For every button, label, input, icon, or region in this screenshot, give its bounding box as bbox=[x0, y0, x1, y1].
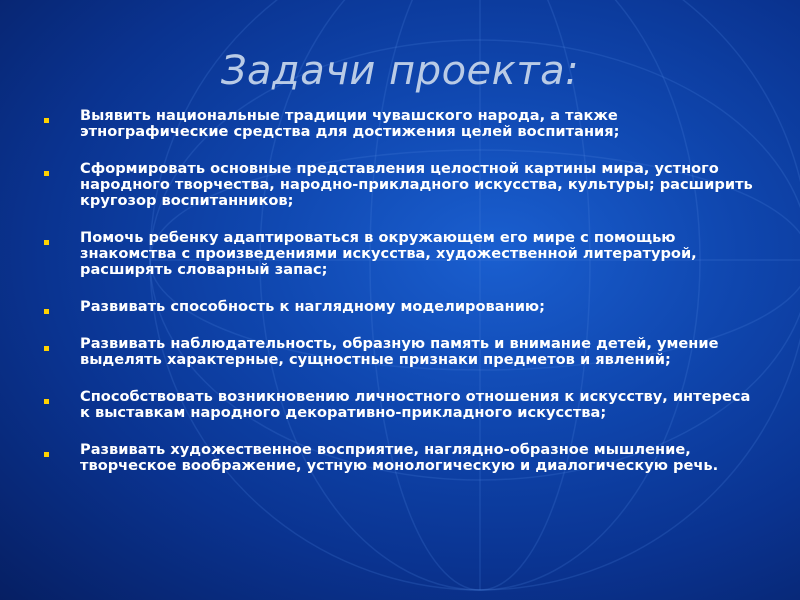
list-item-text: Развивать наблюдательность, образную память и внимание детей, умение выделять характерные, сущностные признаки предметов и явлений; bbox=[80, 335, 719, 368]
square-bullet-icon bbox=[44, 171, 49, 176]
list-item bbox=[44, 161, 764, 209]
square-bullet-icon bbox=[44, 399, 49, 404]
list-item bbox=[44, 108, 764, 140]
list-item bbox=[44, 299, 764, 315]
list-item-text: Сформировать основные представления целостной картины мира, устного народного творчества, народно-прикладного искусства, культуры; расширить кругозор воспитанников; bbox=[80, 160, 753, 209]
list-item-text: Развивать способность к наглядному моделированию; bbox=[80, 298, 545, 315]
list-item-text: Развивать художественное восприятие, наглядно-образное мышление, творческое воображение, устную монологическую и диалогическую речь. bbox=[80, 441, 719, 474]
square-bullet-icon bbox=[44, 118, 49, 123]
slide-title: Задачи проекта: bbox=[220, 48, 580, 94]
list-item bbox=[44, 389, 764, 421]
list-item-text: Выявить национальные традиции чувашского народа, а также этнографические средства для достижения целей воспитания; bbox=[80, 107, 620, 140]
square-bullet-icon bbox=[44, 309, 49, 314]
list-item-text: Помочь ребенку адаптироваться в окружающем его мире с помощью знакомства с произведениями искусства, художественной литературой, расширять словарный запас; bbox=[80, 229, 697, 278]
square-bullet-icon bbox=[44, 452, 49, 457]
list-item bbox=[44, 442, 764, 474]
list-item-text: Способствовать возникновению личностного отношения к искусству, интереса к выставкам народного декоративно-прикладного искусства; bbox=[80, 388, 751, 421]
list-item bbox=[44, 336, 764, 368]
square-bullet-icon bbox=[44, 346, 49, 351]
list-item bbox=[44, 230, 764, 278]
task-list bbox=[44, 108, 764, 495]
square-bullet-icon bbox=[44, 240, 49, 245]
